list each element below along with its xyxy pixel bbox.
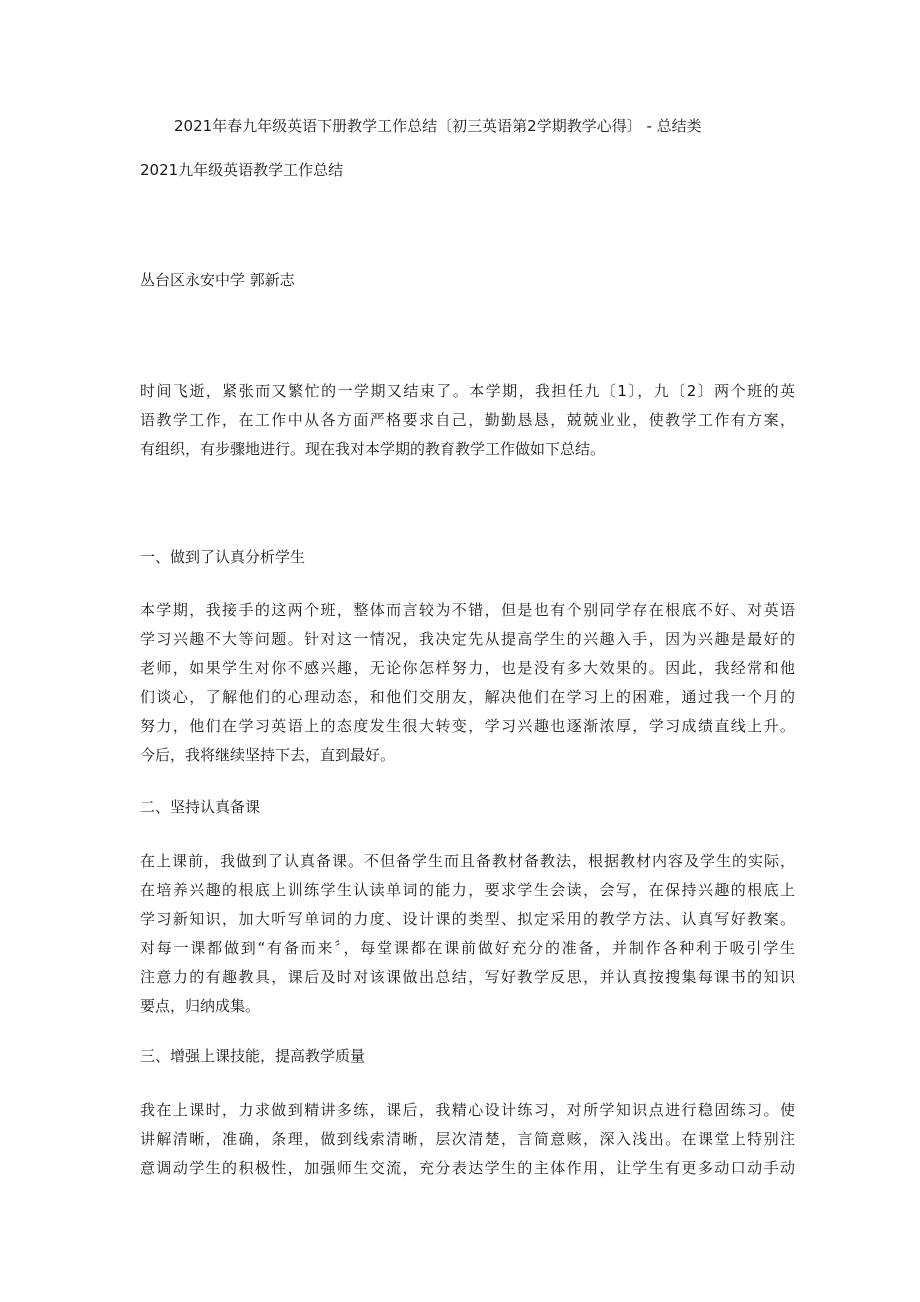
author-line: 丛台区永安中学 郭新志	[140, 271, 295, 289]
paragraph-line: 今后，我将继续坚持下去，直到最好。	[140, 746, 396, 764]
paragraph-line: 要点，归纳成集。	[140, 997, 261, 1015]
paragraph-line: 我在上课时，力求做到精讲多练，课后，我精心设计练习，对所学知识点进行稳固练习。使	[140, 1101, 795, 1119]
intro-paragraph	[140, 377, 795, 464]
paragraph-line: 努力，他们在学习英语上的态度发生很大转变，学习兴趣也逐渐浓厚，学习成绩直线上升。	[140, 717, 795, 735]
paragraph-line: 对每一课都做到“有备而来〞，每堂课都在课前做好充分的准备，并制作各种利于吸引学生	[140, 939, 795, 957]
paragraph-line: 有组织，有步骤地进行。现在我对本学期的教育教学工作做如下总结。	[140, 440, 606, 458]
section-heading-1: 一、做到了认真分析学生	[140, 548, 306, 566]
section-heading-2: 二、坚持认真备课	[140, 798, 261, 816]
paragraph-line: 注意力的有趣教具，课后及时对该课做出总结，写好教学反思，并认真按搜集每课书的知识	[140, 968, 795, 986]
paragraph-line: 们谈心，了解他们的心理动态，和他们交朋友，解决他们在学习上的困难，通过我一个月的	[140, 688, 795, 706]
paragraph-line: 讲解清晰，准确，条理，做到线索清晰，层次清楚，言简意赅，深入浅出。在课堂上特别注	[140, 1130, 795, 1148]
paragraph-line: 学习兴趣不大等问题。针对这一情况，我决定先从提高学生的兴趣入手，因为兴趣是最好的	[140, 630, 795, 648]
paragraph-line: 时间飞逝，紧张而又繁忙的一学期又结束了。本学期，我担任九〔1〕，九〔2〕两个班的英	[140, 382, 795, 400]
paragraph-line: 意调动学生的积极性，加强师生交流，充分表达学生的主体作用，让学生有更多动口动手动	[140, 1159, 795, 1177]
document-title: 2021年春九年级英语下册教学工作总结〔初三英语第2学期教学心得〕 - 总结类	[174, 117, 702, 135]
section-paragraph-1	[140, 596, 795, 770]
section-heading-3: 三、增强上课技能，提高教学质量	[140, 1047, 366, 1065]
paragraph-line: 老师，如果学生对你不感兴趣，无论你怎样努力，也是没有多大效果的。因此，我经常和他	[140, 659, 795, 677]
section-paragraph-2	[140, 847, 795, 1021]
paragraph-line: 在上课前，我做到了认真备课。不但备学生而且备教材备教法，根据教材内容及学生的实际，	[140, 852, 795, 870]
paragraph-line: 学习新知识，加大听写单词的力度、设计课的类型、拟定采用的教学方法、认真写好教案。	[140, 910, 795, 928]
paragraph-line: 在培养兴趣的根底上训练学生认读单词的能力，要求学生会读，会写，在保持兴趣的根底上	[140, 881, 795, 899]
paragraph-line: 本学期，我接手的这两个班，整体而言较为不错，但是也有个别同学存在根底不好、对英语	[140, 601, 795, 619]
paragraph-line: 语教学工作，在工作中从各方面严格要求自己，勤勤恳恳，兢兢业业，使教学工作有方案，	[140, 411, 795, 429]
document-subtitle: 2021九年级英语教学工作总结	[140, 161, 344, 179]
section-paragraph-3	[140, 1096, 795, 1183]
